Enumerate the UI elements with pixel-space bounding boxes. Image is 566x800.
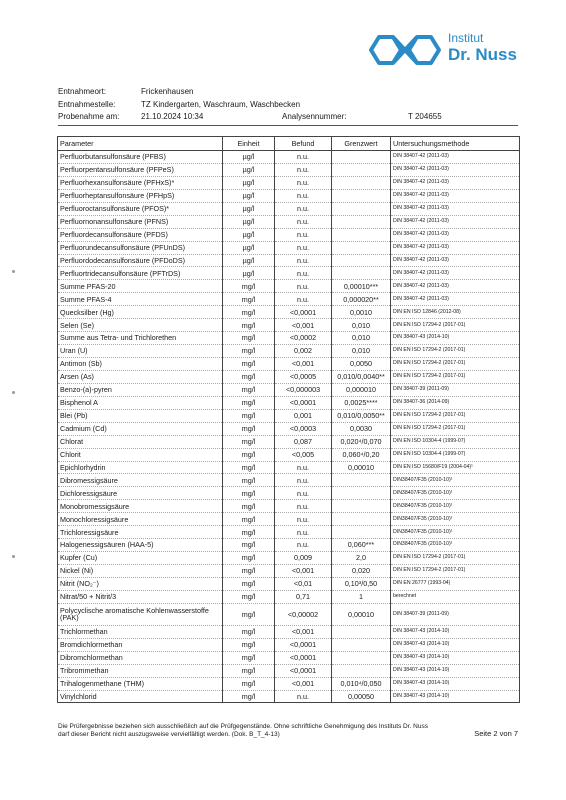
cell-befund: n.u. — [275, 461, 332, 474]
table-row — [58, 603, 520, 625]
cell-param: Selen (Se) — [58, 319, 223, 332]
cell-grenzwert — [332, 513, 391, 526]
cell-unit: mg/l — [223, 383, 275, 396]
cell-param: Blei (Pb) — [58, 409, 223, 422]
cell-param: Nitrit (NO₂⁻) — [58, 577, 223, 590]
cell-unit: mg/l — [223, 435, 275, 448]
cell-methode: DIN 38407-39 (2011-09) — [391, 383, 520, 396]
cell-grenzwert — [332, 487, 391, 500]
cell-param: Nickel (Ni) — [58, 565, 223, 578]
analysennummer-label: Analysennummer: — [282, 112, 347, 121]
cell-befund: <0,0005 — [275, 370, 332, 383]
entnahmestelle-label: Entnahmestelle: — [58, 99, 116, 109]
table-row — [58, 383, 520, 396]
cell-befund: <0,000003 — [275, 383, 332, 396]
cell-grenzwert — [332, 151, 391, 164]
cell-unit: mg/l — [223, 448, 275, 461]
cell-unit: mg/l — [223, 565, 275, 578]
cell-param: Dichloressigsäure — [58, 487, 223, 500]
cell-param: Perfluornonansulfonsäure (PFNS) — [58, 215, 223, 228]
table-row — [58, 590, 520, 603]
cell-unit: mg/l — [223, 552, 275, 565]
cell-methode: DIN 38407-43 (2014-10) — [391, 664, 520, 677]
cell-grenzwert — [332, 176, 391, 189]
cell-grenzwert — [332, 500, 391, 513]
page-number: Seite 2 von 7 — [474, 729, 518, 738]
cell-methode: DIN 38407-36 (2014-09) — [391, 396, 520, 409]
cell-methode: DIN 38407-42 (2011-03) — [391, 189, 520, 202]
cell-grenzwert — [332, 163, 391, 176]
cell-unit: µg/l — [223, 189, 275, 202]
cell-befund: n.u. — [275, 163, 332, 176]
cell-param: Arsen (As) — [58, 370, 223, 383]
cell-befund: <0,005 — [275, 448, 332, 461]
analysennummer-value: T 204655 — [408, 112, 442, 121]
cell-grenzwert: 0,00050 — [332, 690, 391, 703]
cell-grenzwert: 0,020⁴/0,070 — [332, 435, 391, 448]
meta-divider — [58, 125, 518, 126]
cell-methode: DIN EN ISO 12846 (2012-08) — [391, 306, 520, 319]
cell-param: Kupfer (Cu) — [58, 552, 223, 565]
cell-param: Nitrat/50 + Nitrit/3 — [58, 590, 223, 603]
cell-befund: <0,0001 — [275, 664, 332, 677]
cell-methode: DIN 38407-43 (2014-10) — [391, 638, 520, 651]
cell-param: Chlorit — [58, 448, 223, 461]
cell-befund: n.u. — [275, 474, 332, 487]
cell-grenzwert: 0,10³/0,50 — [332, 577, 391, 590]
cell-param: Summe PFAS-4 — [58, 293, 223, 306]
cell-methode: DIN 38407-42 (2011-03) — [391, 280, 520, 293]
cell-unit: mg/l — [223, 319, 275, 332]
cell-grenzwert: 0,0050 — [332, 358, 391, 371]
entnahmestelle-value: TZ Kindergarten, Waschraum, Waschbecken — [141, 99, 301, 109]
cell-grenzwert — [332, 526, 391, 539]
cell-param: Cadmium (Cd) — [58, 422, 223, 435]
cell-grenzwert: 0,010/0,0050** — [332, 409, 391, 422]
cell-befund: <0,0002 — [275, 332, 332, 345]
cell-methode: DIN EN ISO 15680/F19 (2004-04)¹ — [391, 461, 520, 474]
table-row — [58, 513, 520, 526]
table-row — [58, 241, 520, 254]
cell-grenzwert — [332, 241, 391, 254]
cell-param: Epichlorhydrin — [58, 461, 223, 474]
cell-param: Perfluordecansulfonsäure (PFDS) — [58, 228, 223, 241]
cell-param: Trichlormethan — [58, 625, 223, 638]
cell-param: Perfluoroctansulfonsäure (PFOS)* — [58, 202, 223, 215]
cell-methode: DIN 38407-43 (2014-10) — [391, 677, 520, 690]
table-row — [58, 435, 520, 448]
cell-methode: DIN38407/F35 (2010-10)¹ — [391, 513, 520, 526]
cell-befund: n.u. — [275, 690, 332, 703]
table-body — [58, 151, 520, 703]
cell-befund: <0,01 — [275, 577, 332, 590]
cell-befund: n.u. — [275, 487, 332, 500]
table-row — [58, 474, 520, 487]
cell-param: Perfluorhexansulfonsäure (PFHxS)* — [58, 176, 223, 189]
cell-unit: µg/l — [223, 241, 275, 254]
cell-methode: DIN 38407-43 (2014-10) — [391, 332, 520, 345]
cell-unit: mg/l — [223, 306, 275, 319]
cell-param: Quecksilber (Hg) — [58, 306, 223, 319]
cell-unit: mg/l — [223, 487, 275, 500]
cell-grenzwert: 0,00010 — [332, 603, 391, 625]
cell-unit: mg/l — [223, 422, 275, 435]
table-row — [58, 306, 520, 319]
cell-methode: DIN EN ISO 10304-4 (1999-07) — [391, 448, 520, 461]
table-row — [58, 189, 520, 202]
cell-befund: <0,0001 — [275, 306, 332, 319]
cell-param: Antimon (Sb) — [58, 358, 223, 371]
table-row — [58, 577, 520, 590]
cell-befund: <0,001 — [275, 319, 332, 332]
cell-grenzwert: 0,010/0,0040** — [332, 370, 391, 383]
logo-line-2: Dr. Nuss — [448, 45, 517, 64]
table-row — [58, 228, 520, 241]
cell-befund: <0,0001 — [275, 638, 332, 651]
cell-methode: berechnet — [391, 590, 520, 603]
cell-grenzwert — [332, 202, 391, 215]
cell-unit: mg/l — [223, 500, 275, 513]
cell-param: Benzo-(a)-pyren — [58, 383, 223, 396]
cell-param: Perfluorundecansulfonsäure (PFUnDS) — [58, 241, 223, 254]
cell-unit: mg/l — [223, 370, 275, 383]
cell-param: Summe aus Tetra- und Trichlorethen — [58, 332, 223, 345]
footer-disclaimer: Die Prüfergebnisse beziehen sich ausschließlich auf die Prüfgegenstände. Ohne schriftliche Genehmigung des Instituts Dr. Nuss darf dieser Bericht nicht auszugsweise vervielfältigt werden. (Dok. B_T_4-13) — [58, 723, 428, 738]
cell-grenzwert — [332, 254, 391, 267]
cell-unit: µg/l — [223, 176, 275, 189]
cell-param: Monochloressigsäure — [58, 513, 223, 526]
cell-befund: n.u. — [275, 500, 332, 513]
cell-methode: DIN EN ISO 10304-4 (1999-07) — [391, 435, 520, 448]
cell-befund: <0,0001 — [275, 651, 332, 664]
cell-unit: mg/l — [223, 638, 275, 651]
cell-befund: n.u. — [275, 267, 332, 280]
cell-grenzwert — [332, 189, 391, 202]
cell-param: Tribrommethan — [58, 664, 223, 677]
table-row — [58, 267, 520, 280]
cell-methode: DIN 38407-42 (2011-03) — [391, 176, 520, 189]
table-row — [58, 254, 520, 267]
cell-befund: n.u. — [275, 513, 332, 526]
cell-param: Summe PFAS-20 — [58, 280, 223, 293]
logo-line-1: Institut — [448, 31, 484, 45]
cell-methode: DIN EN ISO 17294-2 (2017-01) — [391, 409, 520, 422]
table-row — [58, 358, 520, 371]
cell-methode: DIN EN 26777 (1993-04) — [391, 577, 520, 590]
cell-befund: n.u. — [275, 241, 332, 254]
cell-unit: mg/l — [223, 358, 275, 371]
table-row — [58, 215, 520, 228]
cell-methode: DIN38407/F35 (2010-10)¹ — [391, 526, 520, 539]
table-header-row — [58, 137, 520, 151]
results-table — [57, 136, 520, 703]
cell-befund: n.u. — [275, 254, 332, 267]
cell-befund: n.u. — [275, 280, 332, 293]
table-row — [58, 526, 520, 539]
cell-grenzwert: 0,0010 — [332, 306, 391, 319]
cell-unit: mg/l — [223, 513, 275, 526]
cell-param: Perfluorpentansulfonsäure (PFPeS) — [58, 163, 223, 176]
table-row — [58, 409, 520, 422]
table-row — [58, 345, 520, 358]
cell-befund: <0,0003 — [275, 422, 332, 435]
table-row — [58, 552, 520, 565]
cell-param: Perfluorbutansulfonsäure (PFBS) — [58, 151, 223, 164]
cell-param: Trichloressigsäure — [58, 526, 223, 539]
cell-methode: DIN 38407-43 (2014-10) — [391, 690, 520, 703]
header-methode: Untersuchungsmethode — [391, 137, 520, 151]
logo-text — [448, 32, 517, 63]
cell-grenzwert — [332, 638, 391, 651]
entnahmeort-label: Entnahmeort: — [58, 87, 107, 96]
cell-grenzwert — [332, 651, 391, 664]
cell-grenzwert — [332, 215, 391, 228]
cell-unit: mg/l — [223, 664, 275, 677]
table-row — [58, 422, 520, 435]
table-row — [58, 293, 520, 306]
cell-grenzwert: 0,0025**** — [332, 396, 391, 409]
cell-unit: µg/l — [223, 267, 275, 280]
cell-befund: n.u. — [275, 293, 332, 306]
cell-befund: n.u. — [275, 539, 332, 552]
cell-befund: 0,001 — [275, 409, 332, 422]
table-row — [58, 396, 520, 409]
entnahmeort-value: Frickenhausen — [141, 87, 194, 96]
cell-methode: DIN 38407-42 (2011-03) — [391, 151, 520, 164]
cell-methode: DIN 38407-43 (2014-10) — [391, 625, 520, 638]
probenahme-label: Probenahme am: — [58, 112, 120, 121]
hexagon-logo-icon — [368, 34, 444, 66]
cell-unit: mg/l — [223, 332, 275, 345]
probenahme-value: 21.10.2024 10:34 — [141, 112, 204, 121]
cell-grenzwert: 0,010 — [332, 345, 391, 358]
cell-grenzwert: 0,060*** — [332, 539, 391, 552]
cell-methode: DIN 38407-39 (2011-09) — [391, 603, 520, 625]
table-row — [58, 565, 520, 578]
cell-grenzwert — [332, 228, 391, 241]
cell-methode: DIN 38407-42 (2011-03) — [391, 202, 520, 215]
cell-methode: DIN38407/F35 (2010-10)¹ — [391, 474, 520, 487]
cell-methode: DIN 38407-42 (2011-03) — [391, 228, 520, 241]
cell-methode: DIN EN ISO 17294-2 (2017-01) — [391, 552, 520, 565]
cell-param: Bromdichlormethan — [58, 638, 223, 651]
table-row — [58, 690, 520, 703]
cell-befund: 0,087 — [275, 435, 332, 448]
cell-methode: DIN 38407-42 (2011-03) — [391, 241, 520, 254]
cell-methode: DIN EN ISO 17294-2 (2017-01) — [391, 422, 520, 435]
cell-grenzwert: 0,00010*** — [332, 280, 391, 293]
table-row — [58, 500, 520, 513]
cell-param: Dibromchlormethan — [58, 651, 223, 664]
header-grenzwert: Grenzwert — [332, 137, 391, 151]
cell-befund: <0,00002 — [275, 603, 332, 625]
margin-dot — [12, 555, 15, 558]
cell-methode: DIN 38407-43 (2014-10) — [391, 651, 520, 664]
margin-dot — [12, 391, 15, 394]
cell-unit: mg/l — [223, 677, 275, 690]
cell-befund: <0,001 — [275, 358, 332, 371]
cell-methode: DIN EN ISO 17294-2 (2017-01) — [391, 370, 520, 383]
cell-unit: µg/l — [223, 163, 275, 176]
cell-unit: mg/l — [223, 651, 275, 664]
cell-param: Dibromessigsäure — [58, 474, 223, 487]
cell-befund: <0,001 — [275, 677, 332, 690]
table-row — [58, 638, 520, 651]
cell-grenzwert: 0,020 — [332, 565, 391, 578]
cell-befund: n.u. — [275, 189, 332, 202]
cell-grenzwert: 0,010⁴/0,050 — [332, 677, 391, 690]
cell-befund: n.u. — [275, 176, 332, 189]
table-row — [58, 151, 520, 164]
cell-methode: DIN EN ISO 17294-2 (2017-01) — [391, 358, 520, 371]
cell-grenzwert: 0,010 — [332, 319, 391, 332]
header-einheit: Einheit — [223, 137, 275, 151]
table-row — [58, 370, 520, 383]
cell-methode: DIN 38407-42 (2011-03) — [391, 163, 520, 176]
cell-unit: µg/l — [223, 202, 275, 215]
cell-unit: µg/l — [223, 254, 275, 267]
cell-befund: n.u. — [275, 526, 332, 539]
table-row — [58, 202, 520, 215]
cell-befund: n.u. — [275, 202, 332, 215]
table-row — [58, 625, 520, 638]
cell-grenzwert: 0,000010 — [332, 383, 391, 396]
table-row — [58, 677, 520, 690]
cell-param: Monobromessigsäure — [58, 500, 223, 513]
cell-unit: µg/l — [223, 215, 275, 228]
cell-unit: mg/l — [223, 293, 275, 306]
cell-grenzwert: 2,0 — [332, 552, 391, 565]
cell-befund: n.u. — [275, 228, 332, 241]
cell-param: Perfluorheptansulfonsäure (PFHpS) — [58, 189, 223, 202]
cell-unit: mg/l — [223, 396, 275, 409]
table-row — [58, 332, 520, 345]
cell-methode: DIN38407/F35 (2010-10)¹ — [391, 500, 520, 513]
cell-grenzwert: 0,0030 — [332, 422, 391, 435]
cell-unit: mg/l — [223, 590, 275, 603]
table-row — [58, 461, 520, 474]
cell-param: Halogenessigsäuren (HAA-5) — [58, 539, 223, 552]
cell-unit: mg/l — [223, 280, 275, 293]
table-row — [58, 163, 520, 176]
cell-unit: mg/l — [223, 577, 275, 590]
cell-befund: <0,0001 — [275, 396, 332, 409]
cell-param: Chlorat — [58, 435, 223, 448]
cell-grenzwert — [332, 474, 391, 487]
table-row — [58, 487, 520, 500]
cell-param: Vinylchlorid — [58, 690, 223, 703]
header-parameter: Parameter — [58, 137, 223, 151]
cell-unit: µg/l — [223, 228, 275, 241]
table-row — [58, 280, 520, 293]
cell-unit: µg/l — [223, 151, 275, 164]
cell-befund: n.u. — [275, 215, 332, 228]
cell-grenzwert: 0,010 — [332, 332, 391, 345]
cell-befund: 0,009 — [275, 552, 332, 565]
table-row — [58, 651, 520, 664]
table-row — [58, 448, 520, 461]
cell-methode: DIN 38407-42 (2011-03) — [391, 215, 520, 228]
table-row — [58, 539, 520, 552]
cell-methode: DIN EN ISO 17294-2 (2017-01) — [391, 565, 520, 578]
cell-unit: mg/l — [223, 526, 275, 539]
header-befund: Befund — [275, 137, 332, 151]
institute-logo — [368, 30, 548, 70]
cell-unit: mg/l — [223, 625, 275, 638]
cell-befund: <0,001 — [275, 625, 332, 638]
cell-grenzwert: 1 — [332, 590, 391, 603]
cell-unit: mg/l — [223, 690, 275, 703]
cell-methode: DIN38407/F35 (2010-10)¹ — [391, 487, 520, 500]
cell-unit: mg/l — [223, 474, 275, 487]
cell-methode: DIN 38407-42 (2011-03) — [391, 267, 520, 280]
cell-befund: 0,002 — [275, 345, 332, 358]
table-row — [58, 319, 520, 332]
cell-methode: DIN EN ISO 17294-2 (2017-01) — [391, 319, 520, 332]
cell-methode: DIN 38407-42 (2011-03) — [391, 293, 520, 306]
cell-unit: mg/l — [223, 539, 275, 552]
cell-grenzwert — [332, 267, 391, 280]
cell-param: Polycyclische aromatische Kohlenwasserstoffe (PAK) — [58, 603, 223, 625]
cell-unit: mg/l — [223, 603, 275, 625]
margin-dot — [12, 270, 15, 273]
table-row — [58, 176, 520, 189]
cell-grenzwert: 0,000020** — [332, 293, 391, 306]
cell-methode: DIN 38407-42 (2011-03) — [391, 254, 520, 267]
cell-grenzwert: 0,00010 — [332, 461, 391, 474]
cell-unit: mg/l — [223, 409, 275, 422]
cell-grenzwert: 0,060⁴/0,20 — [332, 448, 391, 461]
cell-param: Perfluortridecansulfonsäure (PFTrDS) — [58, 267, 223, 280]
table-row — [58, 664, 520, 677]
cell-grenzwert — [332, 625, 391, 638]
cell-grenzwert — [332, 664, 391, 677]
cell-param: Trihalogenmethane (THM) — [58, 677, 223, 690]
cell-unit: mg/l — [223, 461, 275, 474]
cell-param: Uran (U) — [58, 345, 223, 358]
cell-unit: mg/l — [223, 345, 275, 358]
cell-befund: n.u. — [275, 151, 332, 164]
cell-methode: DIN EN ISO 17294-2 (2017-01) — [391, 345, 520, 358]
cell-methode: DIN38407/F35 (2010-10)¹ — [391, 539, 520, 552]
cell-param: Perfluordodecansulfonsäure (PFDoDS) — [58, 254, 223, 267]
cell-befund: <0,001 — [275, 565, 332, 578]
cell-param: Bisphenol A — [58, 396, 223, 409]
cell-befund: 0,71 — [275, 590, 332, 603]
